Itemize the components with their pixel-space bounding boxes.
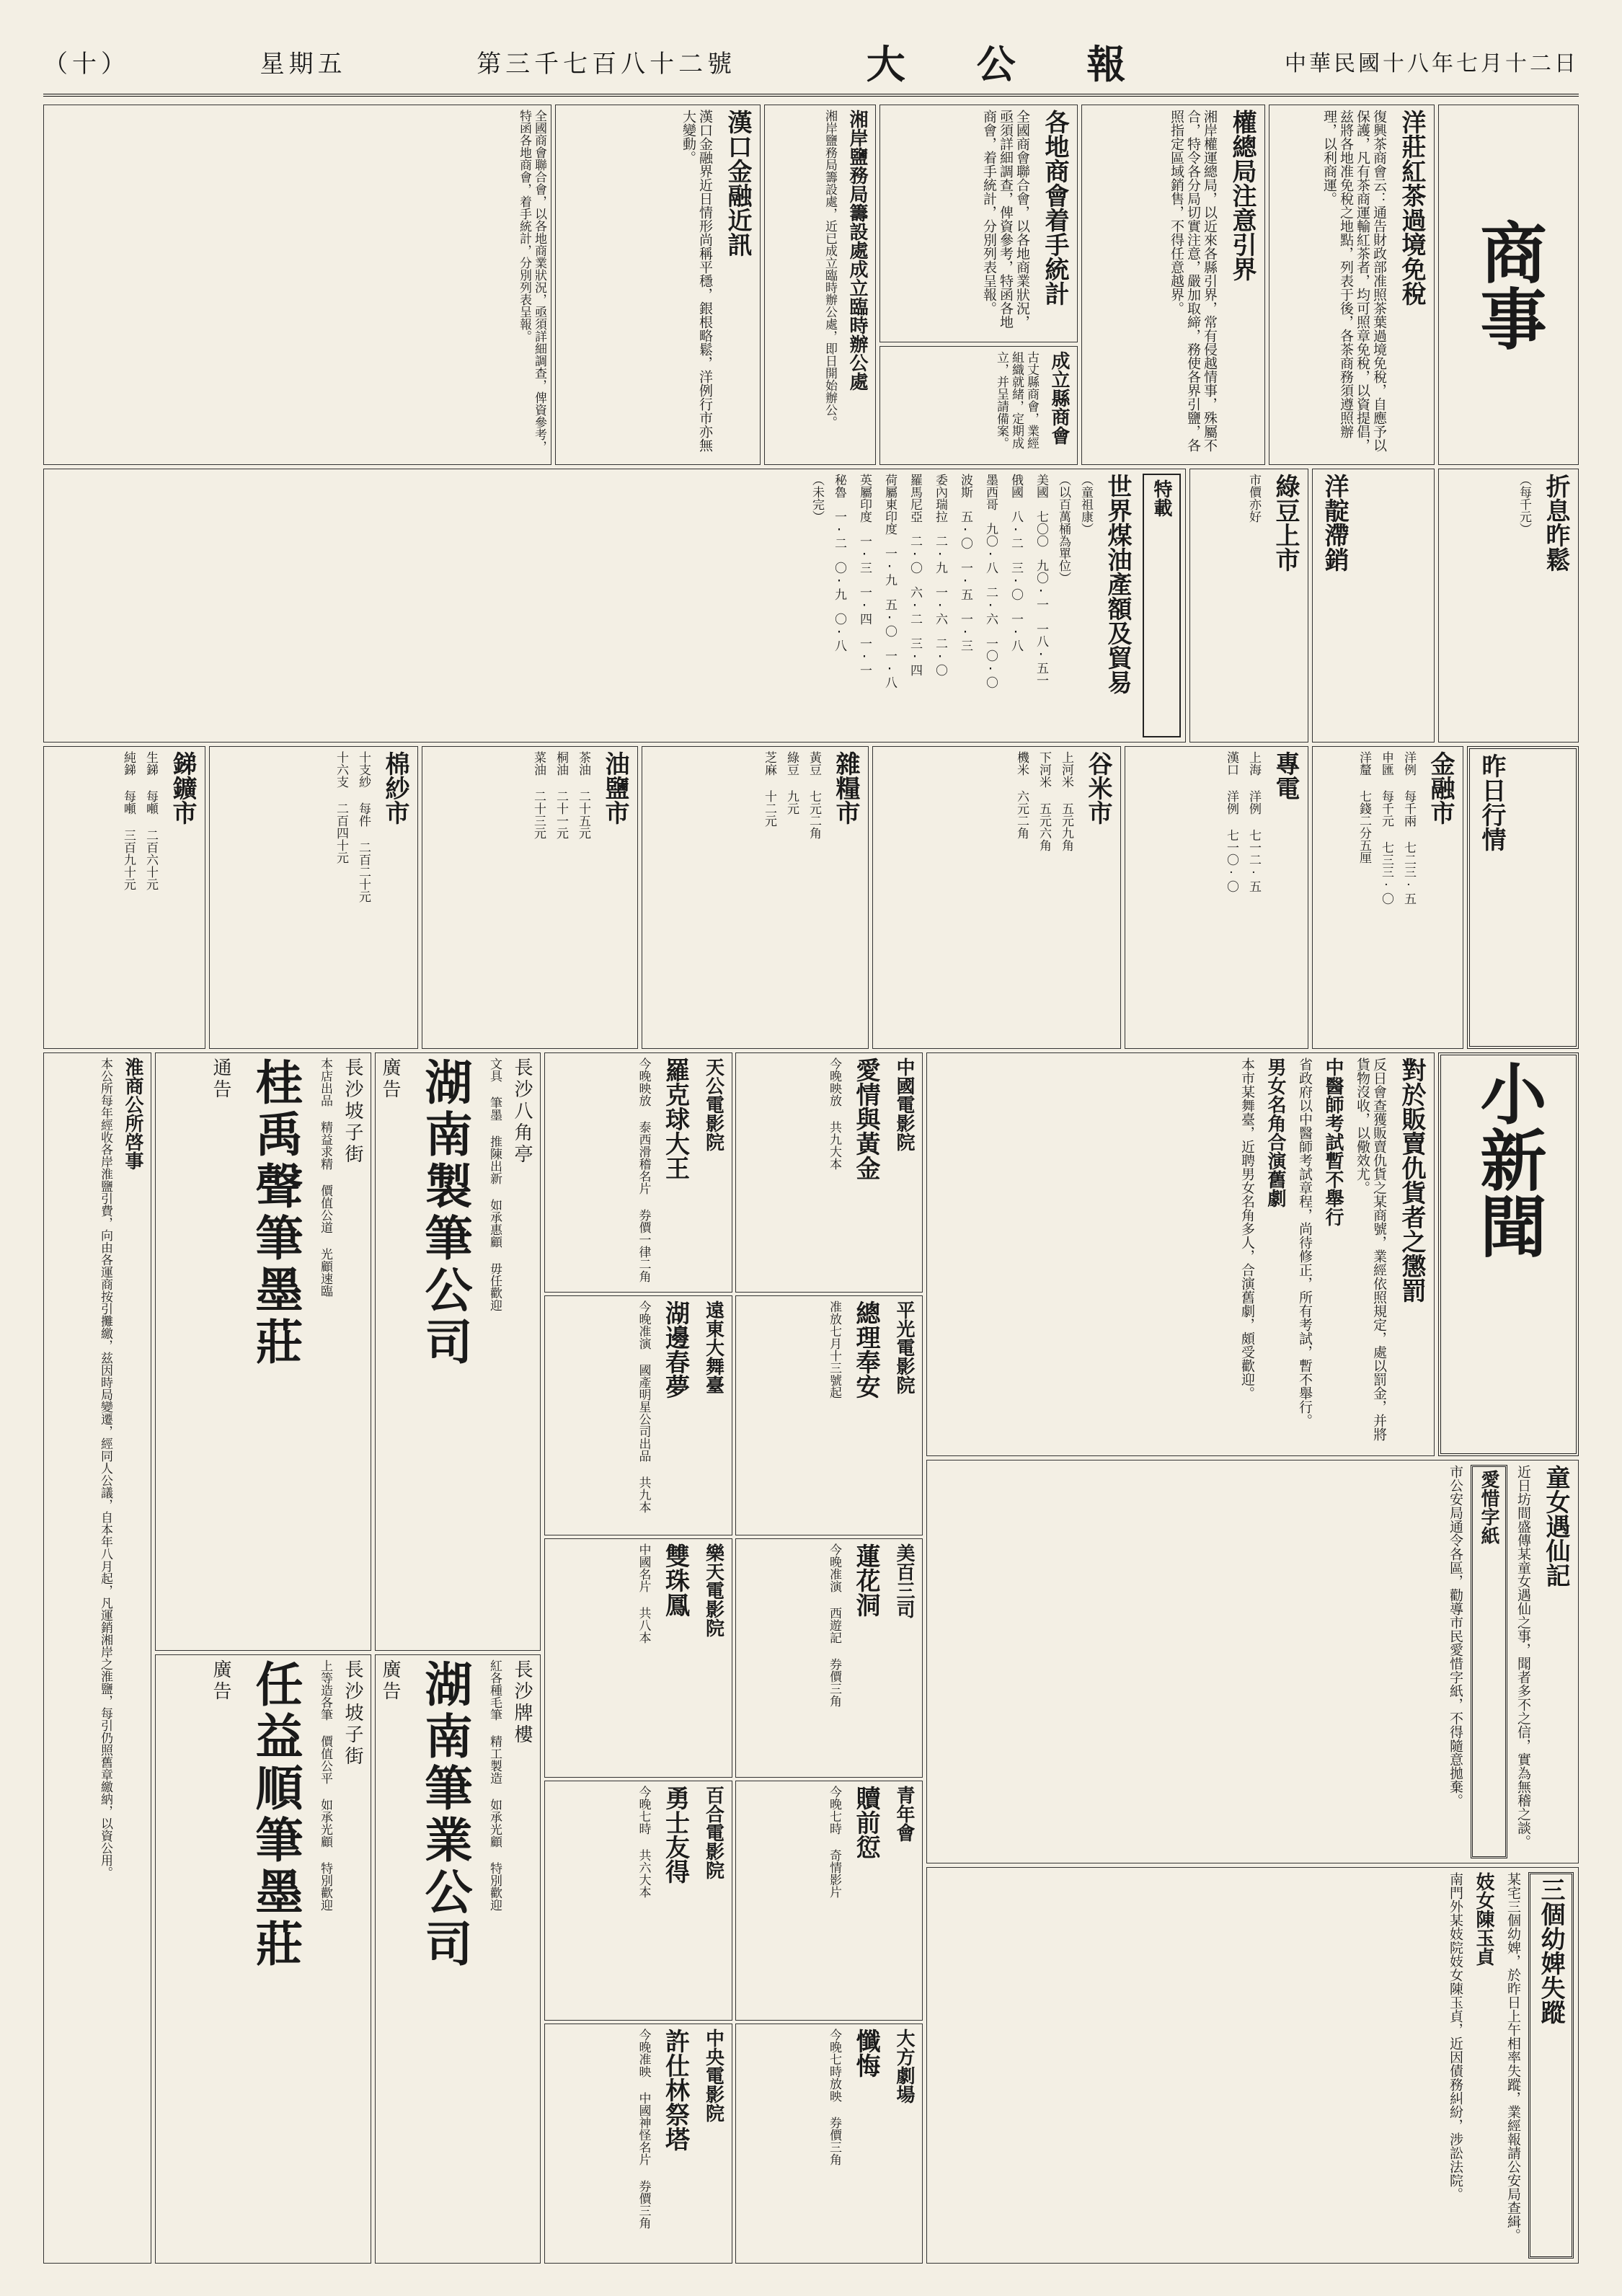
theater-listing xyxy=(544,1781,732,2021)
film-note: 准放七月十三號起 xyxy=(827,1300,841,1399)
film-title: 總理奉安 xyxy=(851,1300,880,1399)
article-body: 反日會查獲販賣仇貨之某商號，業經依照規定，處以罰金，并將貨物沒收，以儆效尤。 xyxy=(1355,1058,1387,1441)
special-title: 世界煤油產額及貿易 xyxy=(1103,474,1132,694)
market-rice xyxy=(872,746,1121,1049)
newspaper-title: 大 公 報 xyxy=(866,40,1155,87)
commerce-article-2 xyxy=(1081,105,1265,465)
theater-listing xyxy=(735,1052,923,1293)
article-title: 權總局注意引界 xyxy=(1228,110,1257,281)
markets-banner xyxy=(1467,746,1579,1049)
ad-name: 任益順筆墨莊 xyxy=(247,1659,303,1971)
xiaoxinwen-title: 小新聞 xyxy=(1469,1060,1548,1259)
commerce-article-5 xyxy=(764,105,876,465)
oil-table-row: 俄國 八·二 三·〇 一·八 xyxy=(1009,474,1023,652)
article-title: 成立縣商會 xyxy=(1048,351,1070,445)
theater-listing xyxy=(735,1781,923,2021)
article-title: 三個幼婢失蹤 xyxy=(1528,1872,1574,2259)
oil-table-row: 羅馬尼亞 二·〇 六·二 三·四 xyxy=(908,474,922,676)
market-title: 金融市 xyxy=(1426,751,1455,825)
film-note: 今晚准映 中國神怪名片 券價三角 xyxy=(636,2029,651,2230)
markets-banner-text: 昨日行情 xyxy=(1477,753,1506,851)
theater-listing xyxy=(735,2024,923,2264)
market-oil xyxy=(422,746,638,1049)
mung-box xyxy=(1189,469,1308,743)
article-title: 各地商會着手統計 xyxy=(1040,110,1069,306)
ad-tail: 廣告 xyxy=(379,1058,401,1101)
market-line: 黃豆 七元二角 xyxy=(807,751,821,839)
article-body: 全國商會聯合會，以各地商業狀況，亟須詳細調查，俾資參考，特函各地商會，着手統計，分別列表呈報。 xyxy=(981,110,1030,329)
theater-name: 美百三司 xyxy=(893,1543,915,1618)
film-title: 許仕林祭塔 xyxy=(660,2029,690,2152)
film-note: 今晚准演 國產明星公司出品 共九本 xyxy=(636,1300,651,1513)
market-antimony xyxy=(43,746,205,1049)
issue-weekday: 星期五 xyxy=(260,49,347,79)
article-title: 漢口金融近訊 xyxy=(723,110,752,257)
oil-production-table xyxy=(831,474,1048,737)
yesterday-rates-box xyxy=(1438,469,1579,743)
market-line: 洋例 每千兩 七二三·五 xyxy=(1401,751,1416,905)
theater-listing xyxy=(735,1538,923,1778)
article-title: 洋莊紅茶過境免稅 xyxy=(1397,110,1426,306)
oil-table-row: 荷屬東印度 一·九 五·〇 一·八 xyxy=(882,474,897,688)
theater-name: 百合電影院 xyxy=(702,1786,724,1880)
ad-tail: 廣告 xyxy=(379,1659,401,1703)
theater-name: 樂天電影院 xyxy=(702,1543,724,1637)
film-title: 羅克球大王 xyxy=(660,1058,690,1180)
market-line: 芝麻 十二元 xyxy=(762,751,776,827)
market-title: 銻鑛市 xyxy=(168,751,197,825)
article-body: 某宅三個幼婢，於昨日上午相率失蹤，業經報請公安局查緝。 xyxy=(1505,1872,1521,2242)
film-title: 雙珠鳳 xyxy=(660,1543,690,1617)
article-body: 南門外某妓院妓女陳玉貞，近因債務糾紛，涉訟法院。 xyxy=(1448,1872,1463,2201)
market-title: 專電 xyxy=(1271,751,1300,800)
market-title: 雜糧市 xyxy=(831,751,860,825)
yangdian-title: 洋靛滯銷 xyxy=(1320,474,1349,572)
market-line: 菜油 二十三元 xyxy=(531,751,546,839)
ad-gui-yusheng xyxy=(155,1052,371,1651)
film-title: 贖前愆 xyxy=(851,1786,880,1860)
film-note: 今晚映放 共九大本 xyxy=(827,1058,841,1170)
ad-place: 長沙坡子街 xyxy=(342,1058,363,1166)
film-note: 今晚七時 奇情影片 xyxy=(827,1786,841,1899)
market-title: 谷米市 xyxy=(1083,751,1112,825)
masthead xyxy=(43,29,1579,97)
film-note: 中國名片 共八本 xyxy=(636,1543,651,1644)
article-title: 男女名角合演舊劇 xyxy=(1264,1058,1286,1207)
ad-ren-yishun xyxy=(155,1654,371,2264)
commerce-heading-box xyxy=(1438,105,1579,465)
ad-tail: 通告 xyxy=(210,1058,231,1101)
market-telegraph xyxy=(1125,746,1308,1049)
market-line: 桐油 二十一元 xyxy=(554,751,568,839)
theater-listing xyxy=(735,1295,923,1535)
theater-name: 平光電影院 xyxy=(893,1300,915,1394)
article-body: 市公安局通令各區，勸導市民愛惜字紙，不得隨意拋棄。 xyxy=(1448,1465,1463,1807)
newspaper-page xyxy=(43,29,1579,2267)
article-title: 愛惜字紙 xyxy=(1471,1465,1507,1858)
rates-title: 折息昨鬆 xyxy=(1541,474,1570,572)
ad-hunan-brush-company xyxy=(375,1052,541,1651)
special-author: （童祖康） xyxy=(1078,474,1093,535)
article-body: 湘岸鹽務局籌設處，近已成立臨時辦公處，即日開始辦公。 xyxy=(823,110,837,428)
market-title: 油鹽市 xyxy=(601,751,629,825)
special-feature xyxy=(43,469,1186,743)
xiaoxinwen-bottom xyxy=(926,1867,1579,2264)
theater-listings xyxy=(544,1052,923,2264)
ad-desc: 本店出品 精益求精 價值公道 光顧速臨 xyxy=(318,1058,332,1297)
ad-place: 長沙坡子街 xyxy=(342,1659,363,1768)
commerce-title: 商事 xyxy=(1469,218,1548,351)
market-line: 漢口 洋例 七一〇·〇 xyxy=(1224,751,1238,892)
film-title: 勇士友得 xyxy=(660,1786,690,1884)
article-body: 復興茶商會云：通告財政部准照茶葉過境免稅，自應予以保護，凡有茶商運輸紅茶者，均可照章免稅，以資提倡，兹將各地准免稅之地點，列表于後，各茶商務須遵照辦理，以利商運。 xyxy=(1321,110,1387,452)
xiaoxinwen-top xyxy=(926,1052,1435,1456)
theater-name: 大方劇場 xyxy=(893,2029,915,2104)
market-line: 十支紗 每件 二百二十元 xyxy=(356,751,371,903)
ad-place: 長沙八角亭 xyxy=(511,1058,533,1166)
oil-table-row: 波斯 五·〇 一·五 一·三 xyxy=(958,474,972,652)
yangdian-box xyxy=(1312,469,1435,743)
issue-date: 中華民國十八年七月十二日 xyxy=(1284,51,1579,76)
oil-table-row: 美國 七〇〇 九〇·一 一八·五一 xyxy=(1034,474,1048,686)
special-tag: 特載 xyxy=(1143,474,1181,737)
oil-table-row: 英屬印度 一·三 一·四 一·一 xyxy=(857,474,872,676)
article-body: 近日坊間盛傳某童女遇仙之事，聞者多不之信，實為無稽之談。 xyxy=(1515,1465,1531,1848)
ad-tail: 廣告 xyxy=(210,1659,231,1703)
issue-page: （十） xyxy=(43,49,130,79)
ad-name: 桂禹聲筆墨莊 xyxy=(247,1058,303,1369)
theater-name: 天公電影院 xyxy=(702,1058,724,1151)
commerce-article-3 xyxy=(879,105,1078,342)
oil-table-row: 秘魯 一·二 〇·九 〇·八 xyxy=(832,474,846,652)
market-line: 茶油 二十五元 xyxy=(576,751,590,839)
oil-table-row: 墨西哥 九〇·八 二·六 一〇·〇 xyxy=(983,474,998,688)
article-title: 童女遇仙記 xyxy=(1541,1465,1570,1587)
theater-listing xyxy=(544,2024,732,2264)
market-grain xyxy=(642,746,869,1049)
market-line: 生銻 每噸 二百六十元 xyxy=(143,751,158,890)
market-cotton xyxy=(209,746,418,1049)
ad-desc: 上等造各筆 價值公平 如承光顧 特別歡迎 xyxy=(318,1659,332,1911)
article-body: 漢口金融界近日情形尚稱平穩，銀根略鬆，洋例行市亦無大變動。 xyxy=(681,110,713,452)
notice-title: 淮商公所啓事 xyxy=(122,1058,143,1170)
salt-merchant-notice xyxy=(43,1052,151,2264)
special-end: （未完） xyxy=(810,474,824,523)
market-line: 上海 洋例 七一二·五 xyxy=(1246,751,1261,892)
misc-commerce-column xyxy=(43,105,551,465)
article-title: 妓女陳玉貞 xyxy=(1473,1872,1494,1966)
market-title: 棉紗市 xyxy=(381,751,409,825)
theater-name: 青年會 xyxy=(893,1786,915,1843)
article-title: 中醫師考試暫不舉行 xyxy=(1322,1058,1344,1226)
misc-body: 全國商會聯合會，以各地商業狀況，亟須詳細調查，俾資參考，特函各地商會，着手統計，分別列表呈報。 xyxy=(517,110,546,453)
theater-name: 中國電影院 xyxy=(893,1058,915,1151)
film-title: 懺悔 xyxy=(851,2029,880,2078)
xiaoxinwen-heading xyxy=(1438,1052,1579,1456)
theater-name: 中央電影院 xyxy=(702,2029,724,2123)
rates-note: （每千元） xyxy=(1517,474,1531,535)
film-title: 愛情與黃金 xyxy=(851,1058,880,1180)
film-note: 今晚映放 泰西滑稽名片 券價一律二角 xyxy=(636,1058,651,1282)
special-unit: （以百萬桶為單位） xyxy=(1056,474,1071,584)
market-line: 申匯 每千元 七三三·〇 xyxy=(1379,751,1393,905)
issue-number: 第三千七百八十二號 xyxy=(477,49,737,79)
oil-table-row: 委內瑞拉 二·九 一·六 二·〇 xyxy=(933,474,947,676)
theater-listing xyxy=(544,1295,732,1535)
article-body: 省政府以中醫師考試章程，尚待修正，所有考試，暫不舉行。 xyxy=(1297,1058,1313,1427)
ad-hunan-brush-industry xyxy=(375,1654,541,2264)
xiaoxinwen-middle xyxy=(926,1460,1579,1863)
article-body: 本市某舞臺，近聘男女名角多人，合演舊劇，頗受歡迎。 xyxy=(1239,1058,1255,1400)
commerce-article-1 xyxy=(1269,105,1435,465)
market-line: 洋釐 七錢二分五厘 xyxy=(1357,751,1371,864)
article-body: 湘岸權運總局，以近來各縣引界，常有侵越情事，殊屬不合，特令各分局切實注意，嚴加取締，務使各界引鹽，各照指定區域銷售，不得任意越界。 xyxy=(1169,110,1218,452)
ad-name: 湖南筆業公司 xyxy=(417,1659,473,1971)
commerce-article-4 xyxy=(879,346,1078,465)
mung-sub: 市價亦好 xyxy=(1246,474,1261,523)
ad-name: 湖南製筆公司 xyxy=(417,1058,473,1369)
market-line: 十六支 二百四十元 xyxy=(334,751,348,864)
article-title: 對於販賣仇貨者之懲罰 xyxy=(1397,1058,1426,1303)
theater-listing xyxy=(544,1052,732,1293)
market-line: 上河米 五元九角 xyxy=(1059,751,1073,851)
market-line: 綠豆 九元 xyxy=(784,751,799,815)
film-note: 今晚准演 西遊記 券價三角 xyxy=(827,1543,841,1707)
article-title: 湘岸鹽務局籌設處成立臨時辦公處 xyxy=(846,110,868,391)
market-line: 機米 六元二角 xyxy=(1014,751,1029,839)
film-note: 今晚七時 共六大本 xyxy=(636,1786,651,1899)
theater-listing xyxy=(544,1538,732,1778)
market-line: 下河米 五元六角 xyxy=(1037,751,1051,851)
ad-place: 長沙牌樓 xyxy=(511,1659,533,1746)
mung-title: 綠豆上市 xyxy=(1271,474,1300,572)
commerce-article-6 xyxy=(555,105,761,465)
ad-desc: 紅各種毛筆 精工製造 如承光顧 特別歡迎 xyxy=(487,1659,502,1911)
article-body: 古丈縣商會，業經組織就緒，定期成立，并呈請備案。 xyxy=(994,351,1039,449)
film-title: 蓮花洞 xyxy=(851,1543,880,1617)
market-line: 純銻 每噸 三百九十元 xyxy=(121,751,136,890)
market-finance xyxy=(1312,746,1463,1049)
film-note: 今晚七時放映 券價三角 xyxy=(827,2029,841,2166)
notice-body: 本公所每年經收各岸淮鹽引費，向由各運商按引攤繳，兹因時局變遷，經同人公議，自本年八月起，凡運銷湘岸之淮鹽，每引仍照舊章繳納，以資公用。 xyxy=(98,1058,112,1879)
theater-name: 遠東大舞臺 xyxy=(702,1300,724,1394)
film-title: 湖邊春夢 xyxy=(660,1300,690,1399)
ad-desc: 文具 筆墨 推陳出新 如承惠顧 毋任歡迎 xyxy=(487,1058,502,1311)
